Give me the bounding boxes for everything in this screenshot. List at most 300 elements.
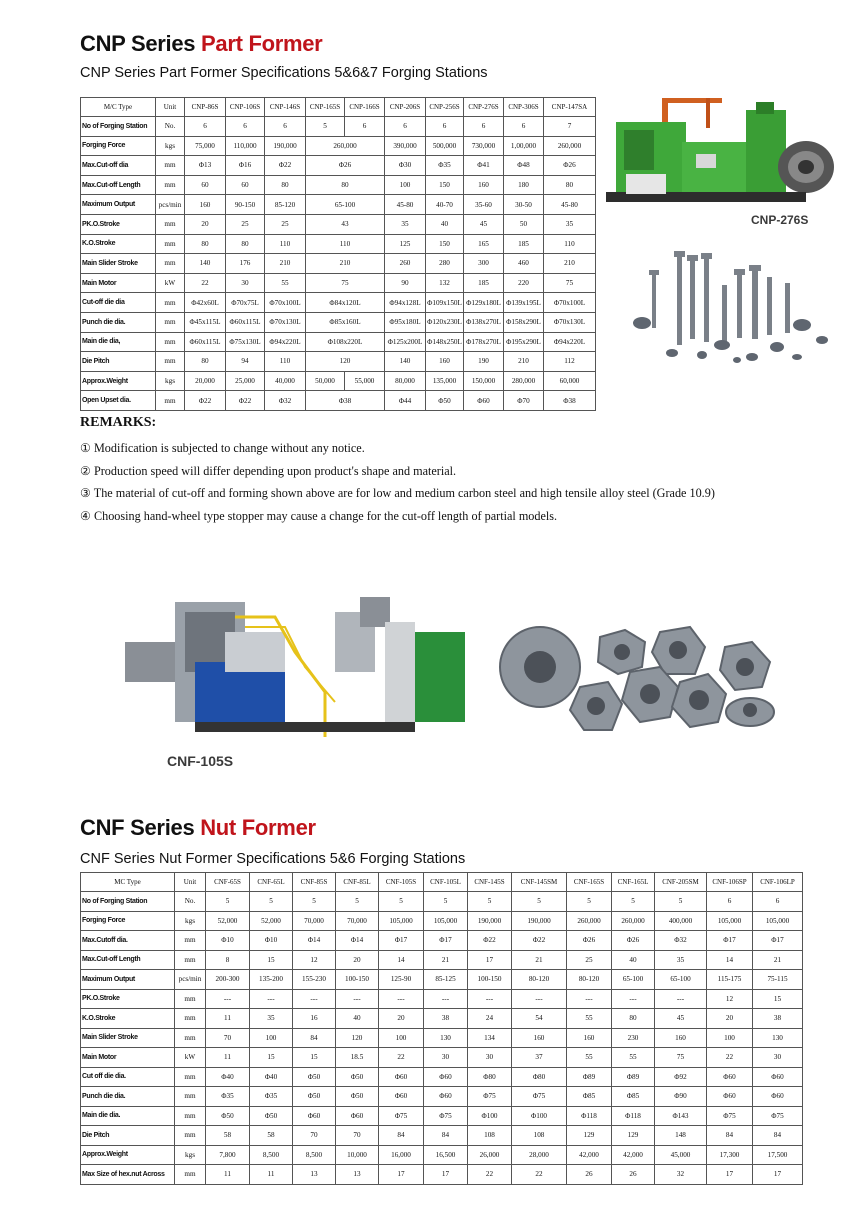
value-cell: Φ42x60L — [185, 293, 226, 313]
value-cell: 84 — [293, 1028, 336, 1048]
header-cell: CNF-145S — [468, 873, 512, 892]
value-cell: 11 — [250, 1165, 293, 1185]
table-row — [81, 1126, 803, 1146]
value-cell: 17 — [424, 1165, 468, 1185]
value-cell: Φ50 — [293, 1067, 336, 1087]
value-cell: Φ35 — [426, 156, 464, 176]
header-cell: CNP-166S — [345, 98, 385, 117]
value-cell: --- — [250, 989, 293, 1009]
value-cell: Φ10 — [250, 931, 293, 951]
value-cell: 17 — [468, 950, 512, 970]
value-cell: 75 — [544, 273, 596, 293]
value-cell: 6 — [504, 117, 544, 137]
value-cell: 260 — [385, 254, 426, 274]
value-cell: 20 — [185, 214, 226, 234]
value-cell: 80 — [612, 1009, 655, 1029]
value-cell: 45,000 — [655, 1145, 707, 1165]
value-cell: Φ94x128L — [385, 293, 426, 313]
value-cell: Φ41 — [464, 156, 504, 176]
value-cell: 22 — [468, 1165, 512, 1185]
value-cell: 100-150 — [336, 970, 379, 990]
value-cell: 80 — [306, 175, 385, 195]
value-cell: 45-80 — [544, 195, 596, 215]
value-cell: 60 — [226, 175, 265, 195]
value-cell: 8,500 — [250, 1145, 293, 1165]
row-unit: mm — [175, 989, 206, 1009]
header-cell: CNF-65L — [250, 873, 293, 892]
value-cell: 11 — [206, 1048, 250, 1068]
value-cell: 17 — [379, 1165, 424, 1185]
value-cell: Φ13 — [185, 156, 226, 176]
value-cell: 84 — [424, 1126, 468, 1146]
value-cell: Φ35 — [206, 1087, 250, 1107]
value-cell: 120 — [306, 352, 385, 372]
value-cell: 85-120 — [265, 195, 306, 215]
row-unit: mm — [175, 931, 206, 951]
value-cell: 5 — [567, 892, 612, 912]
value-cell: 260,000 — [544, 136, 596, 156]
table-row — [81, 195, 596, 215]
value-cell: Φ118 — [612, 1106, 655, 1126]
value-cell: --- — [379, 989, 424, 1009]
row-unit: mm — [156, 391, 185, 411]
value-cell: --- — [468, 989, 512, 1009]
row-label: PK.O.Stroke — [81, 989, 175, 1009]
value-cell: Φ75 — [468, 1087, 512, 1107]
value-cell: 55 — [567, 1048, 612, 1068]
row-label: Max.Cut-off dia — [81, 156, 156, 176]
value-cell: Φ26 — [306, 156, 385, 176]
header-cell: CNP-147SA — [544, 98, 596, 117]
value-cell: 15 — [250, 950, 293, 970]
value-cell: 5 — [424, 892, 468, 912]
row-label: No of Forging Station — [81, 892, 175, 912]
value-cell: 15 — [753, 989, 803, 1009]
value-cell: 65-100 — [306, 195, 385, 215]
value-cell: 15 — [293, 1048, 336, 1068]
value-cell: 176 — [226, 254, 265, 274]
value-cell: 108 — [512, 1126, 567, 1146]
value-cell: 300 — [464, 254, 504, 274]
value-cell: 16 — [293, 1009, 336, 1029]
value-cell: 24 — [468, 1009, 512, 1029]
row-label: Cut-off die dia — [81, 293, 156, 313]
value-cell: Φ40 — [250, 1067, 293, 1087]
table-header-row — [81, 873, 803, 892]
value-cell: 22 — [512, 1165, 567, 1185]
row-unit: kW — [175, 1048, 206, 1068]
value-cell: 5 — [379, 892, 424, 912]
value-cell: 150 — [426, 175, 464, 195]
value-cell: 460 — [504, 254, 544, 274]
row-unit: mm — [175, 1165, 206, 1185]
value-cell: 17,300 — [707, 1145, 753, 1165]
table-row — [81, 391, 596, 411]
value-cell: Φ60 — [464, 391, 504, 411]
value-cell: 5 — [655, 892, 707, 912]
value-cell: Φ38 — [306, 391, 385, 411]
value-cell: 200-300 — [206, 970, 250, 990]
value-cell: 130 — [424, 1028, 468, 1048]
value-cell: Φ22 — [226, 391, 265, 411]
value-cell: 38 — [424, 1009, 468, 1029]
value-cell: 115-175 — [707, 970, 753, 990]
value-cell: 100 — [707, 1028, 753, 1048]
header-cell: CNF-165S — [567, 873, 612, 892]
row-label: Punch die dia. — [81, 312, 156, 332]
value-cell: 70 — [293, 1126, 336, 1146]
table-row — [81, 293, 596, 313]
value-cell: 110 — [306, 234, 385, 254]
value-cell: 185 — [464, 273, 504, 293]
value-cell: 20 — [336, 950, 379, 970]
value-cell: 45 — [464, 214, 504, 234]
value-cell: Φ26 — [544, 156, 596, 176]
value-cell: 730,000 — [464, 136, 504, 156]
value-cell: 100 — [379, 1028, 424, 1048]
row-label: Main die dia. — [81, 1106, 175, 1126]
value-cell: 210 — [265, 254, 306, 274]
value-cell: Φ118 — [567, 1106, 612, 1126]
value-cell: Φ85x160L — [306, 312, 385, 332]
value-cell: 42,000 — [567, 1145, 612, 1165]
row-unit: No. — [156, 117, 185, 137]
value-cell: 80 — [265, 175, 306, 195]
value-cell: 17,500 — [753, 1145, 803, 1165]
value-cell: 6 — [385, 117, 426, 137]
value-cell: 20 — [707, 1009, 753, 1029]
value-cell: 5 — [512, 892, 567, 912]
value-cell: 80-120 — [512, 970, 567, 990]
header-cell: CNP-86S — [185, 98, 226, 117]
value-cell: 17 — [753, 1165, 803, 1185]
row-label: Maximum Output — [81, 195, 156, 215]
value-cell: 280,000 — [504, 371, 544, 391]
remarks — [80, 415, 840, 528]
header-cell: CNF-85L — [336, 873, 379, 892]
row-unit: mm — [156, 312, 185, 332]
row-label: Die Pitch — [81, 1126, 175, 1146]
value-cell: 500,000 — [426, 136, 464, 156]
value-cell: Φ75x130L — [226, 332, 265, 352]
value-cell: Φ92 — [655, 1067, 707, 1087]
table-row — [81, 1165, 803, 1185]
value-cell: 22 — [379, 1048, 424, 1068]
value-cell: 105,000 — [753, 911, 803, 931]
value-cell: 37 — [512, 1048, 567, 1068]
value-cell: 80-120 — [567, 970, 612, 990]
value-cell: 75 — [306, 273, 385, 293]
table-row — [81, 136, 596, 156]
table-row — [81, 352, 596, 372]
value-cell: 140 — [385, 352, 426, 372]
value-cell: 160 — [464, 175, 504, 195]
value-cell: 230 — [612, 1028, 655, 1048]
value-cell: 110 — [544, 234, 596, 254]
value-cell: Φ22 — [265, 156, 306, 176]
table-row — [81, 892, 803, 912]
value-cell: 65-100 — [612, 970, 655, 990]
row-unit: kgs — [156, 136, 185, 156]
value-cell: Φ60 — [707, 1067, 753, 1087]
value-cell: 5 — [336, 892, 379, 912]
cnp-title — [80, 31, 322, 57]
row-label: PK.O.Stroke — [81, 214, 156, 234]
value-cell: 75,000 — [185, 136, 226, 156]
value-cell: 50,000 — [306, 371, 345, 391]
value-cell: 40 — [612, 950, 655, 970]
row-unit: mm — [175, 1087, 206, 1107]
value-cell: 11 — [206, 1009, 250, 1029]
value-cell: 40-70 — [426, 195, 464, 215]
value-cell: Φ17 — [424, 931, 468, 951]
value-cell: 80 — [185, 352, 226, 372]
row-unit: mm — [175, 1009, 206, 1029]
cnf-spec-table — [80, 872, 803, 1185]
value-cell: 110,000 — [226, 136, 265, 156]
row-unit: mm — [156, 352, 185, 372]
value-cell: 30 — [753, 1048, 803, 1068]
row-unit: mm — [175, 950, 206, 970]
row-label: Main Slider Stroke — [81, 254, 156, 274]
value-cell: Φ14 — [293, 931, 336, 951]
value-cell: 150,000 — [464, 371, 504, 391]
value-cell: 125 — [385, 234, 426, 254]
header-cell: CNF-106LP — [753, 873, 803, 892]
row-label: Max.Cutoff dia. — [81, 931, 175, 951]
value-cell: Φ50 — [250, 1106, 293, 1126]
value-cell: Φ17 — [379, 931, 424, 951]
header-cell: CNF-205SM — [655, 873, 707, 892]
value-cell: 5 — [612, 892, 655, 912]
value-cell: 135-200 — [250, 970, 293, 990]
value-cell: 390,000 — [385, 136, 426, 156]
table-row — [81, 371, 596, 391]
value-cell: 280 — [426, 254, 464, 274]
value-cell: 108 — [468, 1126, 512, 1146]
value-cell: Φ16 — [226, 156, 265, 176]
value-cell: 220 — [504, 273, 544, 293]
value-cell: Φ60 — [707, 1087, 753, 1107]
cnp-machine-caption: CNP-276S — [751, 213, 809, 227]
value-cell: Φ75 — [424, 1106, 468, 1126]
row-unit: mm — [156, 156, 185, 176]
value-cell: Φ10 — [206, 931, 250, 951]
value-cell: 58 — [250, 1126, 293, 1146]
row-label: Cut off die dia. — [81, 1067, 175, 1087]
value-cell: 26 — [612, 1165, 655, 1185]
value-cell: Φ45x115L — [185, 312, 226, 332]
value-cell: Φ70x100L — [544, 293, 596, 313]
value-cell: Φ17 — [707, 931, 753, 951]
row-label: Open Upset dia. — [81, 391, 156, 411]
value-cell: 400,000 — [655, 911, 707, 931]
value-cell: 28,000 — [512, 1145, 567, 1165]
table-row — [81, 273, 596, 293]
cnp-title-highlight: Part Former — [201, 31, 323, 56]
value-cell: 84 — [707, 1126, 753, 1146]
header-cell: CNF-85S — [293, 873, 336, 892]
row-label: Max.Cut-off Length — [81, 175, 156, 195]
value-cell: 25 — [226, 214, 265, 234]
value-cell: 130 — [753, 1028, 803, 1048]
value-cell: 105,000 — [707, 911, 753, 931]
value-cell: --- — [567, 989, 612, 1009]
row-unit: pcs/min — [156, 195, 185, 215]
value-cell: Φ80 — [512, 1067, 567, 1087]
cnf-nuts-photo — [490, 612, 780, 740]
row-unit: mm — [156, 332, 185, 352]
value-cell: Φ26 — [567, 931, 612, 951]
value-cell: Φ100 — [468, 1106, 512, 1126]
row-unit: kgs — [156, 371, 185, 391]
row-unit: kW — [156, 273, 185, 293]
value-cell: 90-150 — [226, 195, 265, 215]
row-label: Maximum Output — [81, 970, 175, 990]
value-cell: 70 — [206, 1028, 250, 1048]
value-cell: 58 — [206, 1126, 250, 1146]
value-cell: 21 — [424, 950, 468, 970]
value-cell: Φ108x220L — [306, 332, 385, 352]
row-unit: mm — [156, 254, 185, 274]
value-cell: 60,000 — [544, 371, 596, 391]
value-cell: Φ70 — [504, 391, 544, 411]
value-cell: Φ50 — [426, 391, 464, 411]
value-cell: 80 — [226, 234, 265, 254]
value-cell: 45-80 — [385, 195, 426, 215]
row-label: Main die dia, — [81, 332, 156, 352]
value-cell: Φ158x290L — [504, 312, 544, 332]
cnf-machine-caption: CNF-105S — [167, 753, 234, 769]
row-label: Max Size of hex.nut Across — [81, 1165, 175, 1185]
row-label: Main Slider Stroke — [81, 1028, 175, 1048]
value-cell: Φ148x250L — [426, 332, 464, 352]
value-cell: 100-150 — [468, 970, 512, 990]
value-cell: 6 — [464, 117, 504, 137]
table-row — [81, 989, 803, 1009]
value-cell: 30-50 — [504, 195, 544, 215]
value-cell: Φ75 — [707, 1106, 753, 1126]
header-cell: CNF-105S — [379, 873, 424, 892]
value-cell: 6 — [185, 117, 226, 137]
value-cell: 5 — [468, 892, 512, 912]
value-cell: Φ138x270L — [464, 312, 504, 332]
value-cell: 134 — [468, 1028, 512, 1048]
table-row — [81, 950, 803, 970]
value-cell: Φ75 — [753, 1106, 803, 1126]
value-cell: 26,000 — [468, 1145, 512, 1165]
value-cell: 165 — [464, 234, 504, 254]
value-cell: 6 — [426, 117, 464, 137]
header-cell: CNF-105L — [424, 873, 468, 892]
value-cell: 54 — [512, 1009, 567, 1029]
value-cell: 30 — [424, 1048, 468, 1068]
value-cell: 105,000 — [379, 911, 424, 931]
value-cell: 5 — [250, 892, 293, 912]
row-label: No of Forging Station — [81, 117, 156, 137]
value-cell: Φ85 — [612, 1087, 655, 1107]
header-cell: CNF-65S — [206, 873, 250, 892]
value-cell: 65-100 — [655, 970, 707, 990]
header-cell: CNP-206S — [385, 98, 426, 117]
value-cell: 75 — [655, 1048, 707, 1068]
value-cell: 85-125 — [424, 970, 468, 990]
header-cell: Unit — [175, 873, 206, 892]
row-label: Forging Force — [81, 911, 175, 931]
value-cell: 260,000 — [567, 911, 612, 931]
value-cell: 6 — [226, 117, 265, 137]
value-cell: 190,000 — [265, 136, 306, 156]
value-cell: --- — [206, 989, 250, 1009]
table-row — [81, 175, 596, 195]
value-cell: 100 — [385, 175, 426, 195]
header-cell: CNP-106S — [226, 98, 265, 117]
table-row — [81, 1009, 803, 1029]
value-cell: 15 — [250, 1048, 293, 1068]
value-cell: 260,000 — [612, 911, 655, 931]
value-cell: Φ195x290L — [504, 332, 544, 352]
table-header-row — [81, 98, 596, 117]
value-cell: 155-230 — [293, 970, 336, 990]
value-cell: Φ95x180L — [385, 312, 426, 332]
value-cell: Φ125x200L — [385, 332, 426, 352]
value-cell: 70,000 — [336, 911, 379, 931]
value-cell: Φ89 — [567, 1067, 612, 1087]
table-row — [81, 254, 596, 274]
value-cell: 22 — [185, 273, 226, 293]
value-cell: Φ80 — [468, 1067, 512, 1087]
value-cell: Φ48 — [504, 156, 544, 176]
value-cell: Φ32 — [655, 931, 707, 951]
value-cell: Φ60 — [753, 1087, 803, 1107]
value-cell: 35 — [385, 214, 426, 234]
value-cell: Φ94x220L — [265, 332, 306, 352]
value-cell: 35 — [655, 950, 707, 970]
cnf-title-text: CNF Series — [80, 815, 201, 840]
table-row — [81, 156, 596, 176]
cnp-machine-photo — [606, 92, 846, 232]
value-cell: 25 — [567, 950, 612, 970]
value-cell: 16,000 — [379, 1145, 424, 1165]
value-cell: 30 — [226, 273, 265, 293]
value-cell: Φ26 — [612, 931, 655, 951]
value-cell: Φ70x130L — [544, 312, 596, 332]
value-cell: 125-90 — [379, 970, 424, 990]
value-cell: Φ143 — [655, 1106, 707, 1126]
value-cell: 132 — [426, 273, 464, 293]
value-cell: Φ50 — [336, 1067, 379, 1087]
value-cell: Φ139x195L — [504, 293, 544, 313]
value-cell: 22 — [707, 1048, 753, 1068]
cnp-title-text: CNP Series — [80, 31, 202, 56]
remark-item: ① Modification is subjected to change without any notice. — [80, 441, 365, 455]
value-cell: 14 — [379, 950, 424, 970]
value-cell: 6 — [753, 892, 803, 912]
row-unit: mm — [175, 1067, 206, 1087]
value-cell: 12 — [707, 989, 753, 1009]
remarks-title: REMARKS: — [80, 415, 157, 430]
value-cell: 160 — [185, 195, 226, 215]
value-cell: 43 — [306, 214, 385, 234]
value-cell: 5 — [206, 892, 250, 912]
table-row — [81, 332, 596, 352]
value-cell: Φ60 — [293, 1106, 336, 1126]
row-label: Main Motor — [81, 273, 156, 293]
table-row — [81, 970, 803, 990]
value-cell: Φ60 — [424, 1087, 468, 1107]
row-unit: mm — [175, 1126, 206, 1146]
value-cell: 160 — [567, 1028, 612, 1048]
